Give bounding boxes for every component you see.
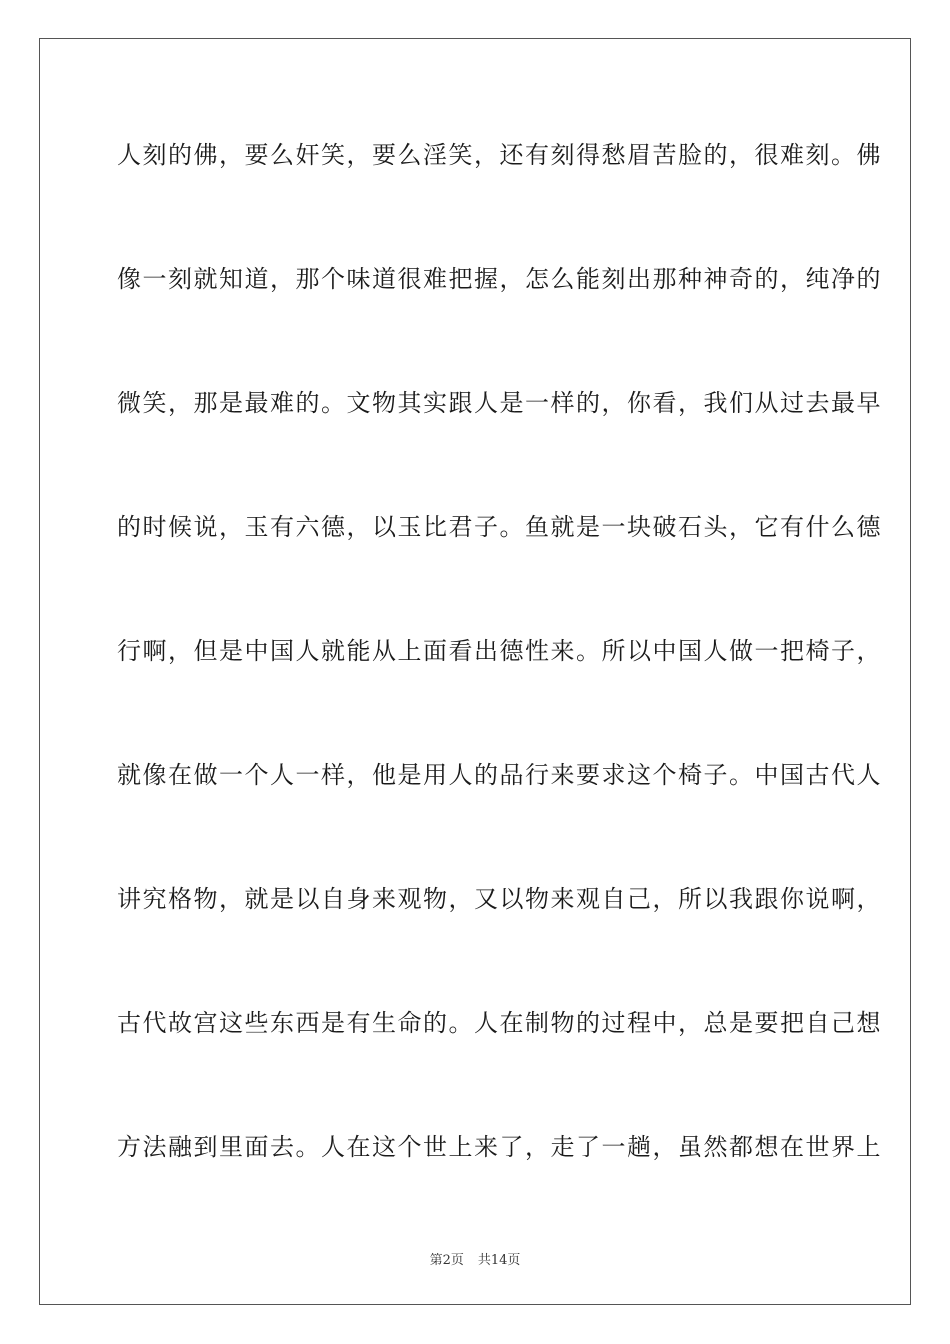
- text-line: 就像在做一个人一样，他是用人的品行来要求这个椅子。中国古代人: [117, 761, 882, 789]
- text-line: 古代故宫这些东西是有生命的。人在制物的过程中，总是要把自己想: [117, 1009, 882, 1037]
- document-body: [117, 125, 882, 1241]
- text-line: 像一刻就知道，那个味道很难把握，怎么能刻出那种神奇的，纯净的: [117, 265, 882, 293]
- text-line: 微笑，那是最难的。文物其实跟人是一样的，你看，我们从过去最早: [117, 389, 882, 417]
- text-line: 行啊，但是中国人就能从上面看出德性来。所以中国人做一把椅子，: [117, 637, 882, 665]
- text-line: 人刻的佛，要么奸笑，要么淫笑，还有刻得愁眉苦脸的，很难刻。佛: [117, 141, 882, 169]
- total-pages: 共14页: [477, 1253, 521, 1268]
- text-line: 讲究格物，就是以自身来观物，又以物来观自己，所以我跟你说啊，: [117, 885, 882, 913]
- page-number: 第2页: [429, 1253, 464, 1268]
- text-line: 的时候说，玉有六德，以玉比君子。鱼就是一块破石头，它有什么德: [117, 513, 882, 541]
- page-footer: [0, 1249, 950, 1268]
- text-line: 方法融到里面去。人在这个世上来了，走了一趟，虽然都想在世界上: [117, 1133, 882, 1161]
